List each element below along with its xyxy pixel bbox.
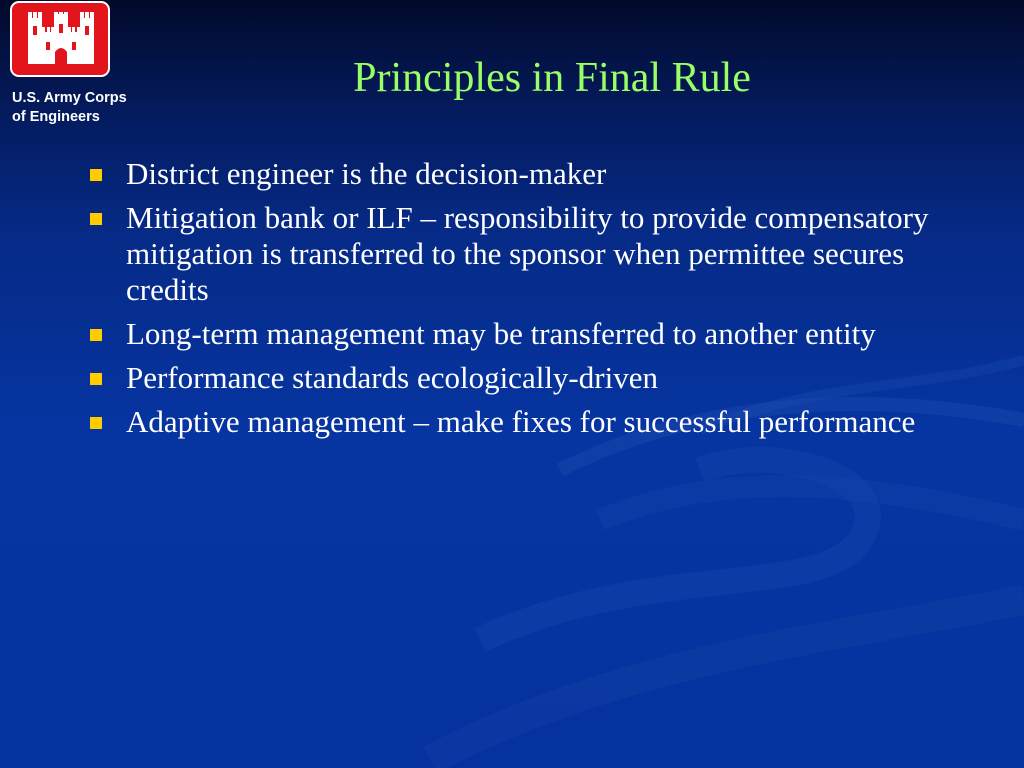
square-bullet-icon <box>90 417 102 429</box>
organization-name <box>12 89 152 127</box>
bullet-item <box>88 360 968 396</box>
slide-title: Principles in Final Rule <box>353 55 751 101</box>
bullet-item <box>88 316 968 352</box>
square-bullet-icon <box>90 373 102 385</box>
castle-icon <box>26 12 96 68</box>
usace-logo <box>10 1 110 77</box>
bullet-text: Adaptive management – make fixes for successful performance <box>126 404 916 439</box>
bullet-item <box>88 200 968 308</box>
square-bullet-icon <box>90 213 102 225</box>
organization-name-line1: U.S. Army Corps <box>12 90 127 106</box>
bullet-text: Performance standards ecologically-driven <box>126 360 658 395</box>
square-bullet-icon <box>90 329 102 341</box>
square-bullet-icon <box>90 169 102 181</box>
bullet-item <box>88 156 968 192</box>
organization-name-line2: of Engineers <box>12 109 100 125</box>
bullet-item <box>88 404 968 440</box>
bullet-list <box>88 156 968 448</box>
bullet-text: Mitigation bank or ILF – responsibility to provide compensatory mitigation is transferred to the sponsor when permittee secures credits <box>126 200 929 307</box>
bullet-text: District engineer is the decision-maker <box>126 156 607 191</box>
bullet-text: Long-term management may be transferred to another entity <box>126 316 876 351</box>
